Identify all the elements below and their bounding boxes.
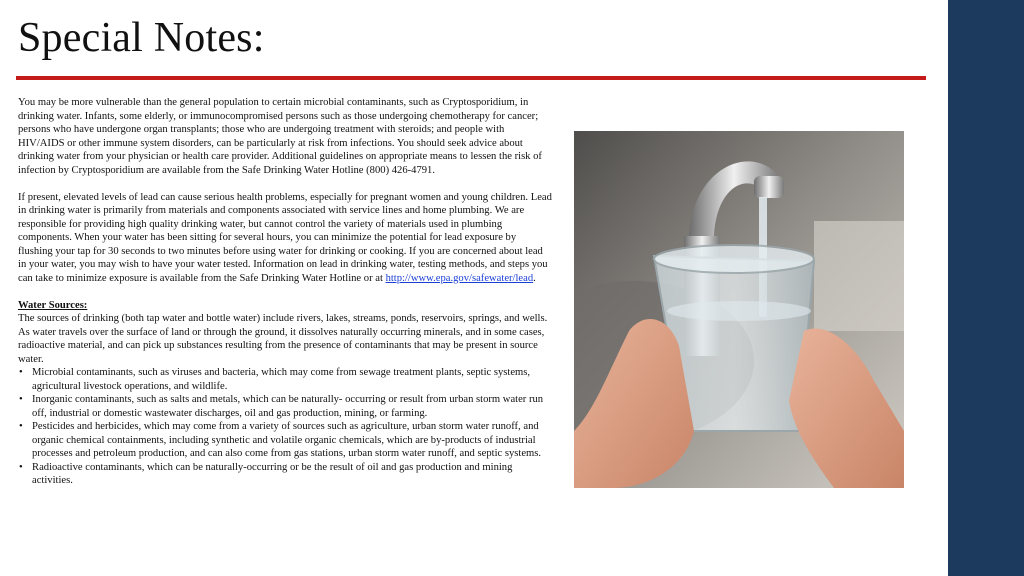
- lead-paragraph: [18, 191, 553, 286]
- contaminant-list: [18, 366, 553, 488]
- body-text: [18, 96, 553, 488]
- list-item-radioactive: • Radioactive contaminants, which can be naturally-occurring or be the result of oil and gas production and mining activities.: [18, 461, 553, 488]
- faucet-glass-photo: [574, 131, 904, 488]
- page-title: Special Notes:: [18, 15, 265, 61]
- epa-lead-link[interactable]: http://www.epa.gov/safewater/lead: [385, 272, 534, 284]
- water-sources-section: [18, 299, 553, 488]
- title-divider: [16, 76, 926, 80]
- list-item-pesticides: • Pesticides and herbicides, which may come from a variety of sources such as agriculture, urban storm water runoff, and organic chemical containments, including synthetic and volatile organic chemicals, which are by-products of industrial processes and petroleum production, and can also come from gas stations, urban storm water runoff, and septic systems.: [18, 420, 553, 461]
- lead-paragraph-text: If present, elevated levels of lead can cause serious health problems, especially for pregnant women and young children. Lead in drinking water is primarily from materials and components associated with service lines and home plumbing. We are responsible for providing high quality drinking water, but cannot control the variety of materials used in plumbing components. When your water has been sitting for several hours, you can minimize the potential for lead exposure by flushing your tap for 30 seconds to two minutes before using water for drinking or cooking. If you are concerned about lead in your water, you may wish to have your water tested. Information on lead in drinking water, testing methods, and steps you can take to minimize exposure is available from the Safe Drinking Water Hotline or at: [18, 191, 552, 284]
- vulnerability-paragraph: You may be more vulnerable than the general population to certain microbial contaminants, such as Cryptosporidium, in drinking water. Infants, some elderly, or immunocompromised persons such as those undergoing chemotherapy for cancer; persons who have undergone organ transplants; those who are undergoing treatment with steroids; and people with HIV/AIDS or other immune system disorders, can be particularly at risk from infections. You should seek advice about drinking water from your physician or health care provider. Additional guidelines on appropriate means to lessen the risk of infection by Cryptosporidium are available from the Safe Drinking Water Hotline (800) 426-4791.: [18, 97, 542, 176]
- side-band: [948, 0, 1024, 576]
- water-sources-intro: The sources of drinking (both tap water and bottle water) include rivers, lakes, streams, ponds, reservoirs, springs, and wells. As water travels over the surface of land or through the ground, it dissolves naturally occurring minerals, and in some cases, radioactive material, and can pick up substances resulting from the presence of contaminants that may be present in source water.: [18, 313, 548, 365]
- photo-illustration: [574, 131, 904, 488]
- water-sources-heading: Water Sources:: [18, 299, 88, 311]
- list-item-inorganic: • Inorganic contaminants, such as salts and metals, which can be naturally- occurring or result from urban storm water run off, industrial or domestic wastewater discharges, oil and gas production, mining, or farming.: [18, 393, 553, 420]
- lead-paragraph-end: .: [533, 272, 536, 284]
- list-item-microbial: • Microbial contaminants, such as viruses and bacteria, which may come from sewage treatment plants, septic systems, agricultural livestock operations, and wildlife.: [18, 366, 553, 393]
